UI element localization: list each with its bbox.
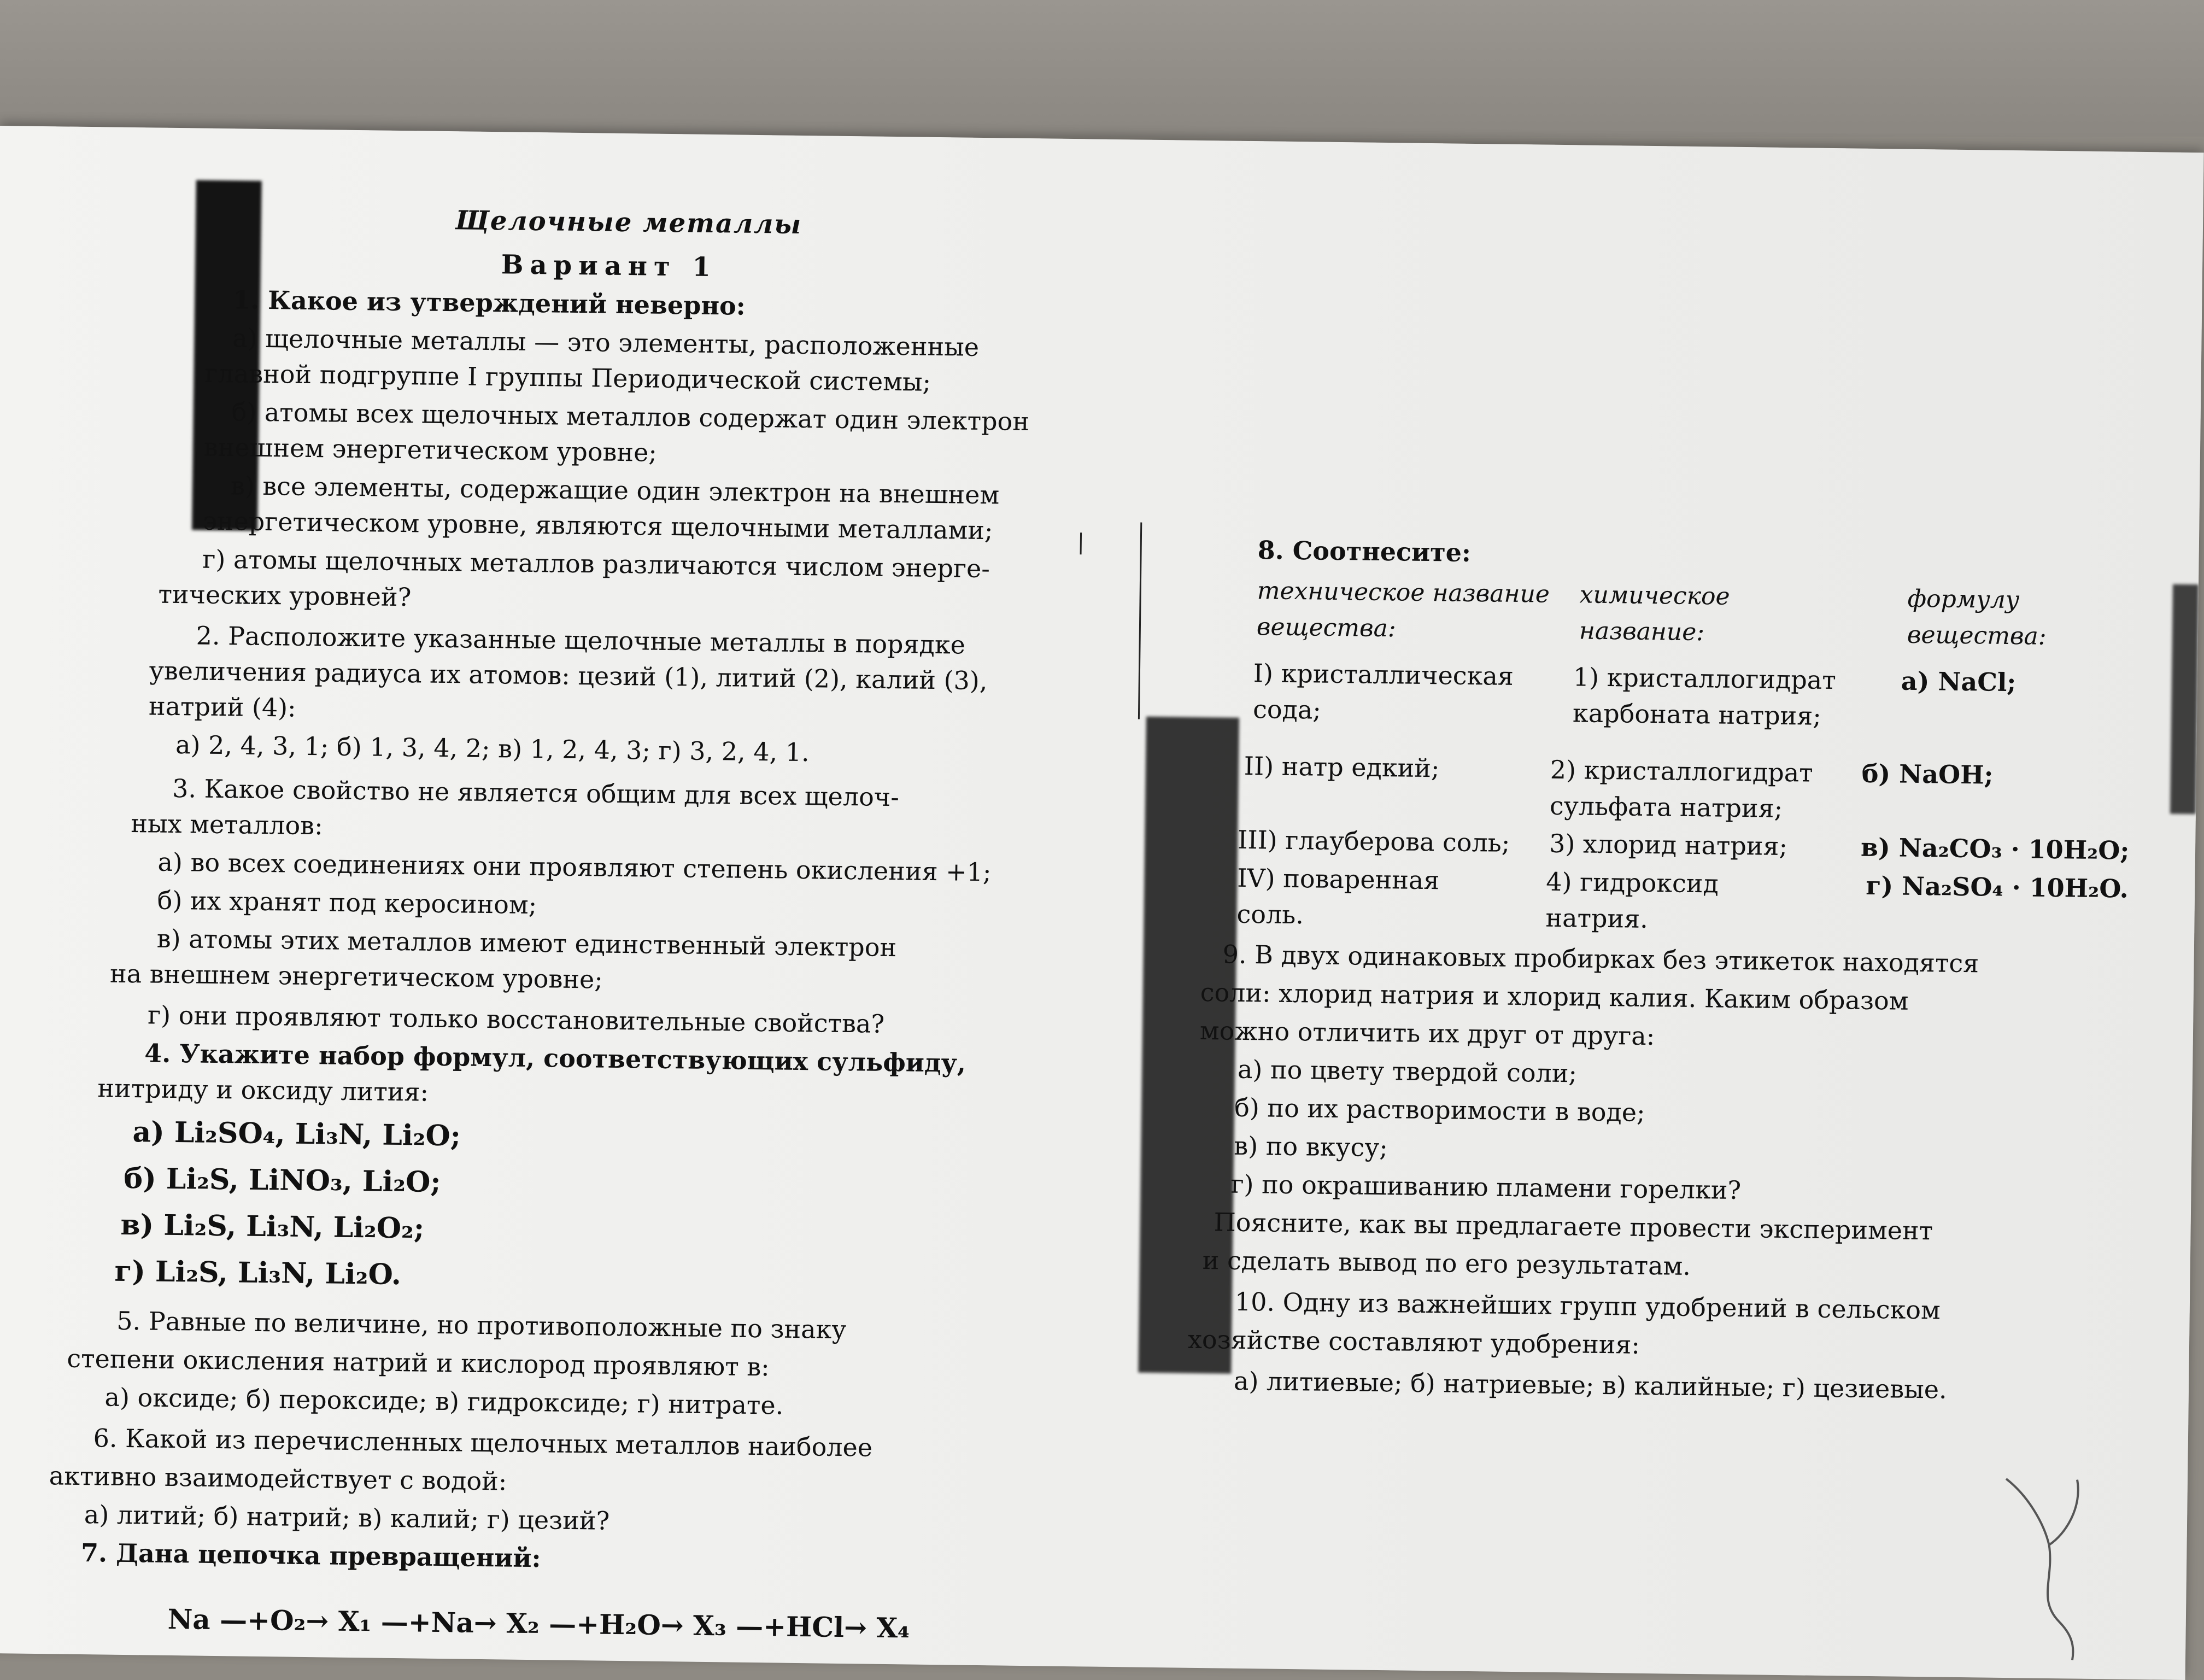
q8-row1-technical: I) кристаллическая сода; xyxy=(1252,658,1514,725)
q8-row2-chemical: 2) кристаллогидрат сульфата натрия; xyxy=(1549,754,1813,823)
q1-option-c: в) все элементы, содержащие один электрон на внешнем xyxy=(230,471,1000,510)
q7-chain: Na —+O₂→ X₁ —+Na→ X₂ —+H₂O→ X₃ —+HCl→ X₄ xyxy=(167,1602,910,1644)
q8-row1-formula: а) NaCl; xyxy=(1901,666,2017,698)
q8-header-chemical xyxy=(1579,577,1761,651)
q3-text: 3. Какое свойство не является общим для всех щелоч- xyxy=(172,773,900,812)
q8-row2-formula: б) NaOH; xyxy=(1861,758,1994,790)
q9-option-c: в) по вкусу; xyxy=(1234,1131,1388,1163)
q3-option-c: в) атомы этих металлов имеют единственный электрон xyxy=(156,923,897,963)
q2-text-cont: увеличения радиуса их атомов: цезий (1), литий (2), калий (3), xyxy=(149,655,988,696)
q8-header-technical xyxy=(1257,573,1564,649)
q1-option-d: г) атомы щелочных металлов различаются числом энерге- xyxy=(202,544,990,584)
column-divider xyxy=(1138,523,1142,719)
q5-options: а) оксиде; б) пероксиде; в) гидроксиде; г) нитрате. xyxy=(104,1382,784,1420)
q8-text: 8. Соотнесите: xyxy=(1257,535,1472,567)
q9-option-b: б) по их растворимости в воде; xyxy=(1234,1092,1645,1127)
q1-option-a: а) щелочные металлы — это элементы, расположенные xyxy=(232,323,980,362)
q4-option-b: б) Li₂S, LiNO₃, Li₂O; xyxy=(124,1161,441,1199)
q10-text-cont: хозяйстве составляют удобрения: xyxy=(1187,1324,1640,1360)
q4-option-d: г) Li₂S, Li₃N, Li₂O. xyxy=(114,1254,402,1292)
q8-row4-chemical: 4) гидроксид натрия. xyxy=(1545,867,1719,934)
q8-row3-chemical: 3) хлорид натрия; xyxy=(1549,828,1788,862)
q5-text-cont: степени окисления натрий и кислород проявляют в: xyxy=(67,1343,770,1382)
variant-label: Вариант 1 xyxy=(501,249,718,283)
q4-text-cont: нитриду и оксиду лития: xyxy=(97,1073,429,1107)
background-table xyxy=(0,0,2204,137)
q8-header-formula xyxy=(1907,581,2088,655)
q9-text-cont: соли: хлорид натрия и хлорид калия. Каким образом xyxy=(1200,977,1909,1016)
q6-text: 6. Какой из перечисленных щелочных металлов наиболее xyxy=(93,1423,873,1462)
section-title: Щелочные металлы xyxy=(455,205,802,240)
q8-header-chemical-text: химическое название: xyxy=(1579,581,1730,647)
q9-text-cont2: можно отличить их друг от друга: xyxy=(1199,1015,1655,1051)
q9-explain-cont: и сделать вывод по его результатам. xyxy=(1202,1245,1691,1281)
q2-options: а) 2, 4, 3, 1; б) 1, 3, 4, 2; в) 1, 2, 4, 3; г) 3, 2, 4, 1. xyxy=(175,730,810,768)
q3-option-b: б) их хранят под керосином; xyxy=(157,885,537,920)
q9-explain: Поясните, как вы предлагаете провести эксперимент xyxy=(1214,1207,1933,1246)
q8-row4-formula-main: г) Na₂SO₄ · 10H₂O. xyxy=(1865,870,2129,904)
margin-mark xyxy=(1080,532,1082,554)
q1-option-d-cont: тических уровней? xyxy=(158,579,412,612)
q1-option-a-cont: главной подгруппе I группы Периодической системы; xyxy=(204,358,931,397)
q1-option-b: б) атомы всех щелочных металлов содержат один электрон xyxy=(231,397,1030,437)
q10-text: 10. Одну из важнейших групп удобрений в сельском xyxy=(1234,1286,1941,1325)
copy-artifact-edge xyxy=(2170,584,2199,815)
q8-row2-technical: II) натр едкий; xyxy=(1244,751,1440,783)
q4-text: 4. Укажите набор формул, соответствующих сульфиду, xyxy=(144,1038,966,1078)
q10-options: а) литиевые; б) натриевые; в) калийные; г) цезиевые. xyxy=(1233,1366,1947,1404)
q6-text-cont: активно взаимодействует с водой: xyxy=(49,1461,507,1496)
pen-scribble xyxy=(1993,1457,2116,1666)
q2-text-cont2: натрий (4): xyxy=(148,691,296,723)
q4-option-c: в) Li₂S, Li₃N, Li₂O₂; xyxy=(120,1208,425,1245)
q2-text: 2. Расположите указанные щелочные металлы в порядке xyxy=(196,621,966,660)
q5-text: 5. Равные по величине, но противоположные по знаку xyxy=(116,1306,847,1345)
q3-option-c-cont: на внешнем энергетическом уровне; xyxy=(109,958,603,994)
q3-text-cont: ных металлов: xyxy=(131,809,323,841)
q9-text: 9. В двух одинаковых пробирках без этикеток находятся xyxy=(1222,939,1979,979)
q8-row1-chemical: 1) кристаллогидрат карбоната натрия; xyxy=(1572,662,1837,731)
q1-option-c-cont: энергетическом уровне, являются щелочными металлами; xyxy=(202,506,993,546)
q9-option-d: г) по окрашиванию пламени горелки? xyxy=(1230,1169,1742,1205)
q8-row3-formula: в) Na₂CO₃ · 10H₂O; xyxy=(1860,832,2130,865)
q9-option-a: а) по цвету твердой соли; xyxy=(1237,1054,1578,1088)
q8-row3-technical: III) глауберова соль; xyxy=(1237,824,1510,858)
worksheet-page xyxy=(0,126,2204,1680)
q8-header-formula-text: формулу вещества: xyxy=(1907,584,2047,651)
q6-options: а) литий; б) натрий; в) калий; г) цезий? xyxy=(84,1500,610,1536)
q8-header-technical-text: техническое название вещества: xyxy=(1256,577,1550,643)
q1-text: 1. Какое из утверждений неверно: xyxy=(232,285,746,321)
q4-option-a: а) Li₂SO₄, Li₃N, Li₂O; xyxy=(132,1115,461,1153)
q3-option-a: а) во всех соединениях они проявляют степень окисления +1; xyxy=(157,847,992,887)
q7-text: 7. Дана цепочка превращений: xyxy=(80,1538,541,1573)
q1-option-b-cont: внешнем энергетическом уровне; xyxy=(203,432,658,467)
q8-row4-technical: IV) поваренная соль. xyxy=(1236,863,1440,930)
q3-option-d: г) они проявляют только восстановительные свойства? xyxy=(147,1000,885,1039)
